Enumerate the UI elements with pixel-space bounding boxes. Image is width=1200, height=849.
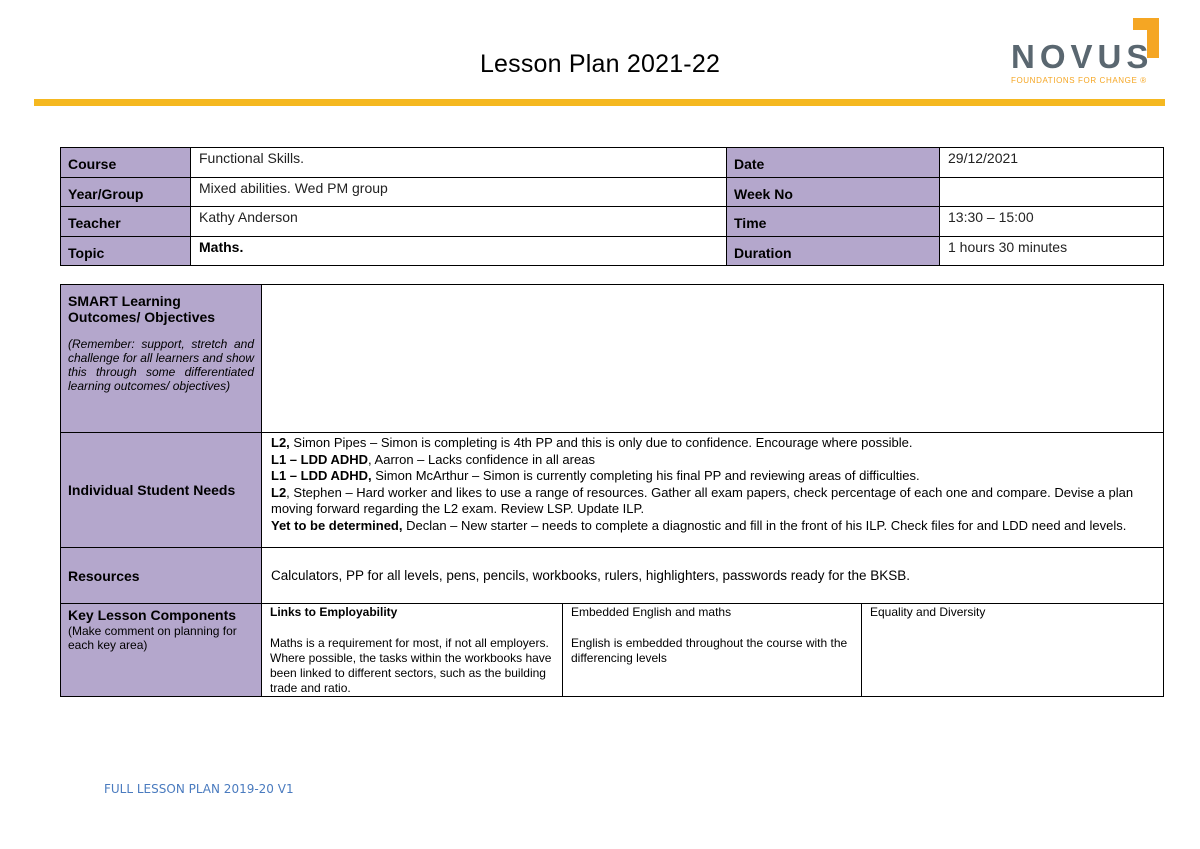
employability-heading: Links to Employability: [270, 605, 398, 619]
student-need-item: L2, Stephen – Hard worker and likes to use a range of resources. Gather all exam papers, check percentage of each one and compare. Devise a plan moving forward regarding the L2 exam. Review LSP. Update ILP.: [271, 484, 1134, 516]
time-value: 13:30 – 15:00: [940, 207, 1164, 237]
date-value: 29/12/2021: [940, 148, 1164, 178]
student-need-item: L2, Simon Pipes – Simon is completing is 4th PP and this is only due to confidence. Encourage where possible.: [271, 435, 913, 450]
resources-value: Calculators, PP for all levels, pens, pencils, workbooks, rulers, highlighters, passwords ready for the BKSB.: [262, 548, 1164, 604]
equality-cell: [862, 604, 1164, 697]
key-lesson-components-title: Key Lesson Components: [68, 607, 237, 623]
smart-objectives-label: [61, 285, 262, 433]
lesson-info-table: [60, 147, 1164, 266]
course-label: Course: [61, 148, 191, 178]
week-no-value: [940, 177, 1164, 207]
student-need-item: L1 – LDD ADHD, Simon McArthur – Simon is currently completing his final PP and reviewing areas of difficulties.: [271, 468, 920, 483]
logo-tagline: FOUNDATIONS FOR CHANGE ®: [1011, 76, 1147, 85]
smart-objectives-value: [262, 285, 1164, 433]
embedded-heading: Embedded English and maths: [571, 605, 732, 619]
embedded-text: English is embedded throughout the course with the differencing levels: [571, 636, 848, 665]
equality-heading: Equality and Diversity: [870, 605, 986, 619]
course-value: Functional Skills.: [191, 148, 727, 178]
employability-cell: [262, 604, 563, 697]
embedded-cell: [563, 604, 862, 697]
lesson-plan-table: [60, 284, 1164, 697]
employability-text: Maths is a requirement for most, if not all employers. Where possible, the tasks within the workbooks have been linked to different sectors, such as the building trade and ratio.: [270, 636, 552, 695]
novus-logo: [1003, 18, 1163, 88]
student-needs-label: Individual Student Needs: [61, 433, 262, 548]
teacher-label: Teacher: [61, 207, 191, 237]
logo-text: NOVUS: [1011, 38, 1154, 75]
header-rule: [34, 99, 1165, 106]
topic-label: Topic: [61, 236, 191, 266]
date-label: Date: [727, 148, 940, 178]
page-title: Lesson Plan 2021-22: [479, 50, 721, 78]
time-label: Time: [727, 207, 940, 237]
student-need-item: Yet to be determined, Declan – New starter – needs to complete a diagnostic and fill in the front of his ILP. Check files for and LDD need and levels.: [271, 517, 1127, 533]
teacher-value: Kathy Anderson: [191, 207, 727, 237]
key-lesson-components-label: [61, 604, 262, 697]
year-group-value: Mixed abilities. Wed PM group: [191, 177, 727, 207]
key-lesson-components-note: (Make comment on planning for each key area): [68, 624, 237, 652]
topic-value: Maths.: [191, 236, 727, 266]
smart-objectives-note: (Remember: support, stretch and challenge for all learners and show this through some differentiated learning outcomes/ objectives): [68, 337, 254, 393]
footer-text: FULL LESSON PLAN 2019-20 V1: [104, 782, 294, 796]
student-need-item: L1 – LDD ADHD, Aarron – Lacks confidence in all areas: [271, 451, 595, 467]
smart-objectives-title: SMART Learning Outcomes/ Objectives: [68, 293, 216, 325]
year-group-label: Year/Group: [61, 177, 191, 207]
resources-label: Resources: [61, 548, 262, 604]
week-no-label: Week No: [727, 177, 940, 207]
duration-value: 1 hours 30 minutes: [940, 236, 1164, 266]
student-needs-list: [262, 433, 1164, 548]
duration-label: Duration: [727, 236, 940, 266]
